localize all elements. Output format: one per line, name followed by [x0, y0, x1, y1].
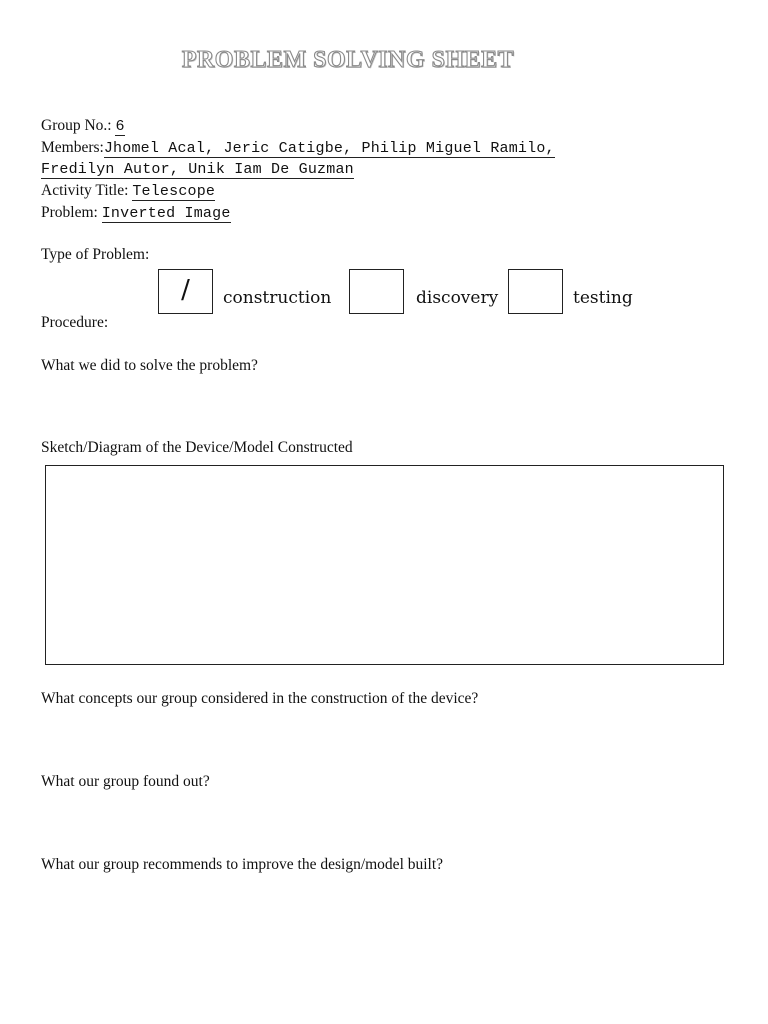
discovery-checkbox[interactable] — [349, 269, 404, 314]
testing-label: testing — [573, 288, 633, 308]
activity-title-row — [41, 181, 215, 202]
testing-checkbox[interactable] — [508, 269, 563, 314]
sheet-title: PROBLEM SOLVING SHEET — [181, 47, 515, 73]
members-value-line1: Jhomel Acal, Jeric Catigbe, Philip Miguel Ramilo, — [103, 140, 555, 157]
problem-value: Inverted Image — [101, 205, 231, 222]
members-value-line2: Fredilyn Autor, Unik Iam De Guzman — [41, 161, 354, 178]
construction-checkbox[interactable]: / — [158, 269, 213, 314]
problem-row — [41, 203, 231, 224]
activity-title-label: Activity Title: — [41, 182, 129, 199]
construction-label: construction — [223, 288, 332, 308]
members-row — [41, 138, 555, 159]
question-recommends: What our group recommends to improve the design/model built? — [41, 856, 444, 873]
members-label: Members: — [41, 139, 104, 156]
problem-label: Problem: — [41, 204, 98, 221]
question-solve: What we did to solve the problem? — [41, 357, 258, 374]
question-concepts: What concepts our group considered in the construction of the device? — [41, 690, 479, 707]
procedure-label: Procedure: — [41, 314, 109, 331]
sketch-diagram-box — [45, 465, 724, 665]
group-no-row — [41, 116, 125, 137]
group-no-label: Group No.: — [41, 117, 112, 134]
type-of-problem-label: Type of Problem: — [41, 246, 150, 263]
group-no-value: 6 — [115, 118, 125, 135]
members-row-continued — [41, 159, 354, 180]
sketch-heading: Sketch/Diagram of the Device/Model Constructed — [41, 439, 353, 456]
activity-title-value: Telescope — [132, 183, 216, 200]
discovery-label: discovery — [416, 288, 499, 308]
question-found-out: What our group found out? — [41, 773, 210, 790]
